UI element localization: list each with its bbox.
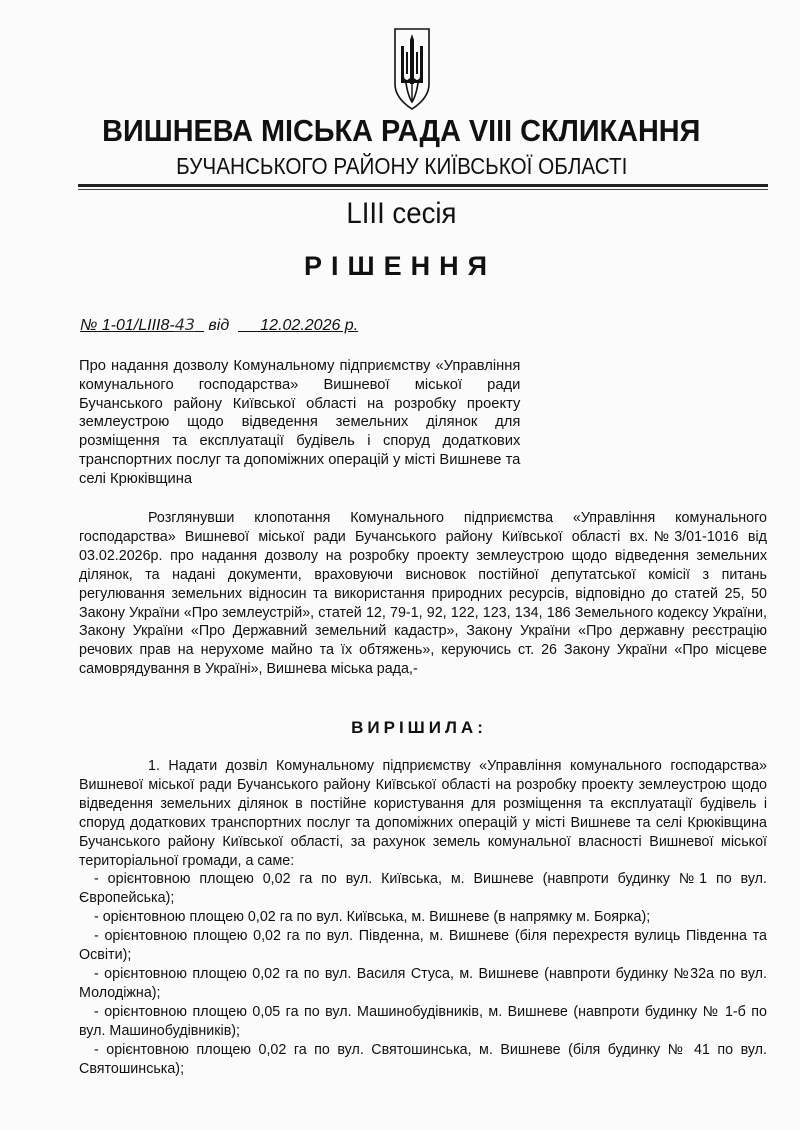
- decision-subject: Про надання дозволу Комунальному підприємству «Управління комунального господарства» Вишневої міської ради Бучанського району Київської області на розробку проекту землеустрою щодо відведення земельних ділянок для розміщення та експлуатації будівель і споруд додаткових транспортних послуг та допоміжних операцій у місті Вишневе та селі Крюківщина: [79, 357, 521, 487]
- decision-number-line: [80, 315, 358, 335]
- document-type-heading: РІШЕННЯ: [303, 251, 497, 281]
- resolution-item-1: 1. Надати дозвіл Комунальному підприємству «Управління комунального господарства» Вишневої міської ради Бучанського району Київської області на розробку проекту землеустрою щодо відведення земельних ділянок в постійне користування для розміщення та експлуатації будівель і споруд додаткових транспортних послуг та допоміжних операцій у місті Вишневе та селі Крюківщина Бучанського району Київської області, за рахунок земель комунальної власності Вишневої міської територіальної громади, а саме:: [79, 758, 767, 869]
- plot-list-item: - орієнтовною площею 0,02 га по вул. Святошинська, м. Вишневе (біля будинку № 41 по вул. Святошинська);: [79, 1041, 767, 1077]
- plot-list-item: - орієнтовною площею 0,02 га по вул. Василя Стуса, м. Вишневе (навпроти будинку №32а по вул. Молодіжна);: [79, 965, 767, 1001]
- resolution-body: [79, 757, 767, 1078]
- header-divider-thin: [78, 189, 768, 190]
- session-title: LIII сесія: [346, 197, 457, 230]
- decision-number-handwritten: 43: [174, 315, 196, 334]
- trident-emblem-icon: [392, 26, 432, 112]
- preamble-paragraph: Розглянувши клопотання Комунального підприємства «Управління комунального господарства» Вишневої міської ради Бучанського району Київської області вх.№3/01-1016 від 03.02.2026р. про надання дозволу на розробку проекту землеустрою щодо відведення земельних ділянок, та надані документи, враховуючи висновок постійної депутатської комісії з питань регулювання земельних відносин та використання природних ресурсів, відповідно до статей 25, 50 Закону України «Про землеустрій», статей 12, 79-1, 92, 122, 123, 134, 186 Земельного кодексу України, Закону України «Про Державний земельний кадастр», Закону України «Про державну реєстрацію речових прав на нерухоме майно та їх обтяжень», керуючись ст. 26 Закону України «Про місцеве самоврядування в Україні», Вишнева міська рада,-: [79, 510, 767, 678]
- resolved-heading: ВИРІШИЛА:: [351, 718, 487, 737]
- plot-list-item: - орієнтовною площею 0,02 га по вул. Південна, м. Вишневе (біля перехрестя вулиць Південна та Освіти);: [79, 928, 767, 964]
- header-divider-thick: [78, 184, 768, 187]
- decision-number-prefix: № 1-01/LIII8-: [80, 317, 175, 334]
- plot-list-item: - орієнтовною площею 0,05 га по вул. Машинобудівників, м. Вишневе (навпроти будинку № 1-б по вул. Машинобудівників);: [79, 1003, 767, 1039]
- plot-list-item: - орієнтовною площею 0,02 га по вул. Київська, м. Вишневе (в напрямку м. Боярка);: [94, 909, 651, 926]
- plot-list-item: - орієнтовною площею 0,02 га по вул. Київська, м. Вишневе (навпроти будинку №1 по вул. Європейська);: [79, 871, 767, 907]
- council-name: ВИШНЕВА МІСЬКА РАДА VIII СКЛИКАННЯ: [102, 113, 701, 148]
- decision-from-label: від: [208, 317, 230, 334]
- district-name: БУЧАНСЬКОГО РАЙОНУ КИЇВСЬКОЇ ОБЛАСТІ: [176, 153, 628, 179]
- decision-date: 12.02.2026 р.: [260, 317, 359, 334]
